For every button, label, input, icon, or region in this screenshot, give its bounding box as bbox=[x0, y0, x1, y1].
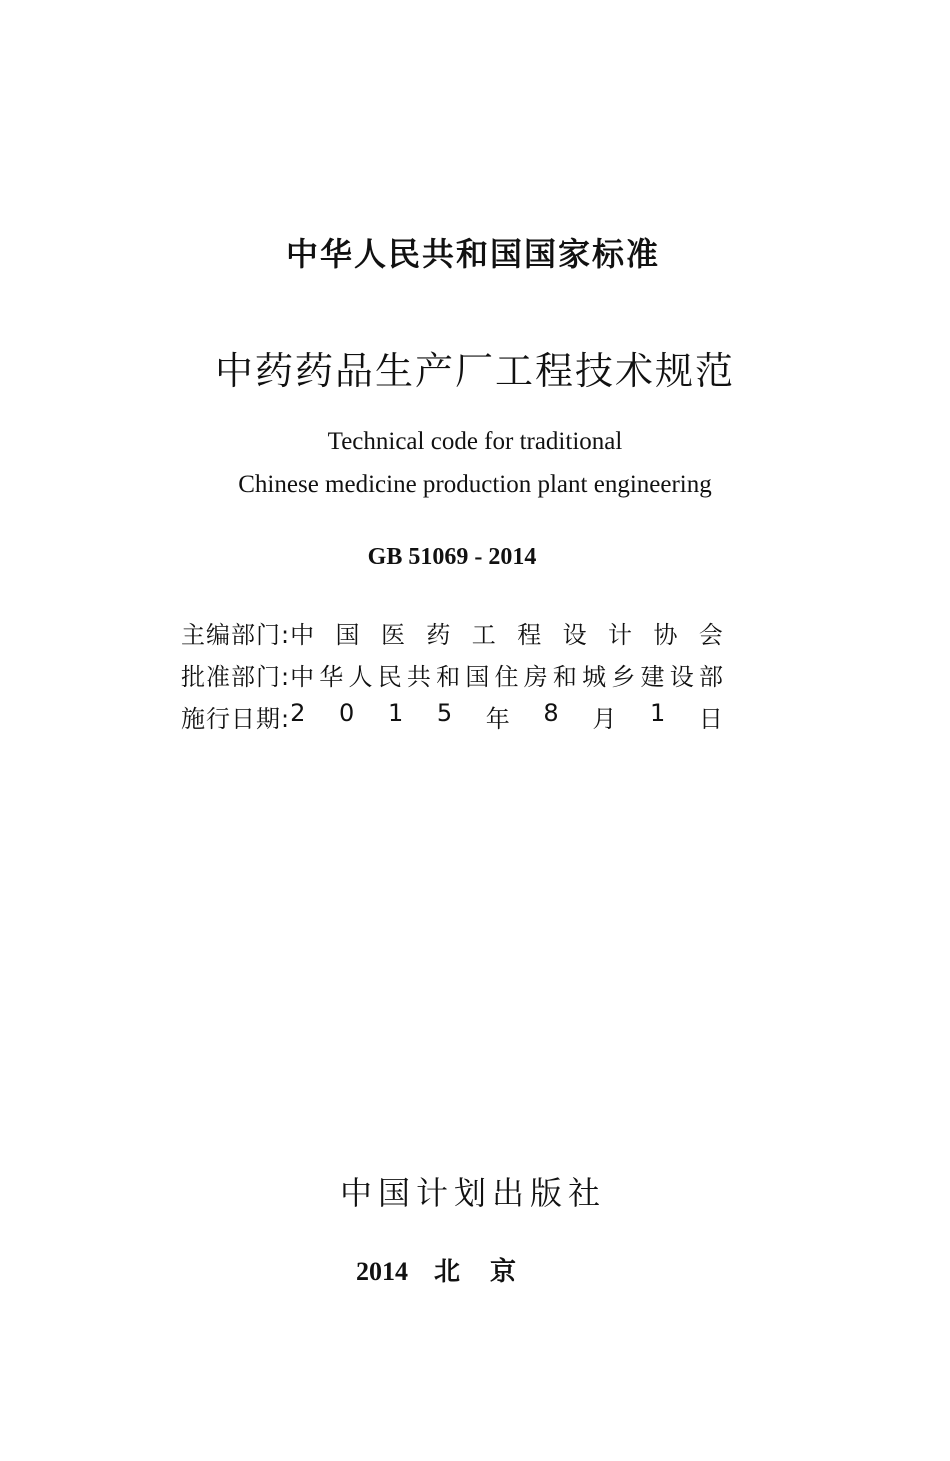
approver-char: 人 bbox=[348, 662, 373, 691]
approver-char: 房 bbox=[523, 662, 548, 691]
approver-char: 和 bbox=[552, 662, 577, 691]
title-chinese: 中药药品生产厂工程技术规范 bbox=[214, 349, 735, 393]
approver-row bbox=[181, 656, 723, 692]
editor-char: 会 bbox=[698, 620, 723, 649]
date-char: 8 bbox=[543, 698, 559, 727]
approver-char: 部 bbox=[698, 662, 723, 691]
date-char: 日 bbox=[698, 704, 723, 733]
approver-char: 国 bbox=[465, 662, 490, 691]
standard-header: 中华人民共和国国家标准 bbox=[285, 235, 660, 273]
editor-char: 医 bbox=[380, 620, 405, 649]
editor-row bbox=[181, 614, 723, 650]
editor-char: 药 bbox=[426, 620, 451, 649]
effective-date-label: 施行日期: bbox=[181, 704, 291, 733]
title-english-line-1: Technical code for traditional bbox=[327, 428, 623, 455]
editor-char: 中 bbox=[290, 620, 315, 649]
publisher-name: 中国计划出版社 bbox=[339, 1174, 606, 1212]
approver-char: 民 bbox=[377, 662, 402, 691]
approver-value bbox=[290, 657, 723, 692]
date-char: 0 bbox=[339, 698, 355, 727]
effective-date-row bbox=[181, 698, 723, 734]
approver-char: 城 bbox=[582, 662, 607, 691]
editor-char: 协 bbox=[653, 620, 678, 649]
approver-char: 和 bbox=[436, 662, 461, 691]
editor-label: 主编部门: bbox=[181, 620, 291, 649]
standard-code: GB 51069 - 2014 bbox=[367, 544, 537, 570]
date-char: 2 bbox=[290, 698, 306, 727]
effective-date-value bbox=[290, 699, 723, 734]
publication-year: 2014 bbox=[355, 1257, 408, 1286]
approver-char: 华 bbox=[319, 662, 344, 691]
publication-city: 北京 bbox=[433, 1257, 546, 1287]
date-char: 1 bbox=[649, 698, 666, 727]
approver-char: 建 bbox=[640, 662, 665, 691]
approver-char: 设 bbox=[669, 662, 694, 691]
editor-char: 工 bbox=[471, 620, 496, 649]
approver-char: 住 bbox=[494, 662, 519, 691]
editor-value bbox=[290, 615, 723, 650]
editor-char: 设 bbox=[562, 620, 587, 649]
publication-line bbox=[0, 1251, 926, 1288]
title-english-line-2: Chinese medicine production plant engineering bbox=[238, 471, 712, 498]
editor-char: 程 bbox=[517, 620, 542, 649]
editor-char: 计 bbox=[608, 620, 633, 649]
date-char: 月 bbox=[592, 704, 617, 733]
date-char: 1 bbox=[387, 698, 404, 727]
date-char: 年 bbox=[485, 704, 510, 733]
approver-char: 共 bbox=[406, 662, 431, 691]
approver-label: 批准部门: bbox=[181, 662, 291, 691]
editor-char: 国 bbox=[335, 620, 360, 649]
approver-char: 中 bbox=[290, 662, 315, 691]
approver-char: 乡 bbox=[611, 662, 636, 691]
date-char: 5 bbox=[436, 698, 453, 727]
